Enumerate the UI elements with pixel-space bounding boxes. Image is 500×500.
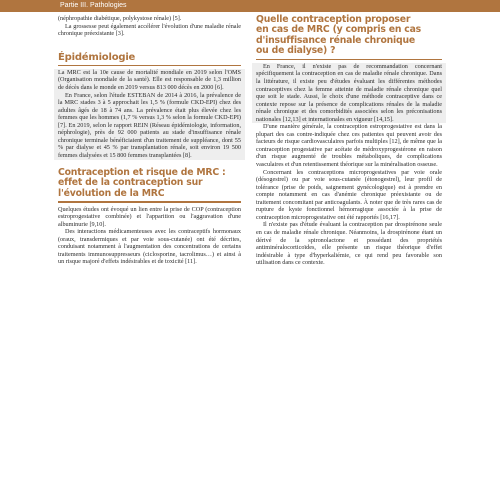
section-title-line: Contraception et risque de MRC : [58, 166, 226, 178]
right-column [256, 15, 442, 267]
quelle-paragraph-2: D'une manière générale, la contraception estroprogestative est dans la plupart des cas contre-indiquée chez ces patientes qui peuvent avoir des facteurs de risque cardiovasculaires parfois multiples [12], de même que la contraception progestative par acétate de médroxyprogestérone en raison d'un risque augmenté de troubles métaboliques, de complications vasculaires et d'un retentissement théorique sur la minéralisation osseuse. [256, 123, 442, 169]
contra-paragraph-2: Des interactions médicamenteuses avec les contraceptifs hormonaux (oraux, transdermiques et par voie sous-cutanée) ont été décrites, conduisant notamment à l'augmentation des concentrations de certains traitements immunosuppresseurs (ciclosporine, tacrolimus…) et ainsi à un risque majoré d'effets indésirables et de toxicité [11]. [58, 228, 241, 266]
intro-paragraph-2: La grossesse peut également accélérer l'évolution d'une maladie rénale chronique préexistante [3]. [58, 22, 241, 38]
section-rule [58, 201, 241, 202]
section-title-line: effet de la contraception sur [58, 177, 203, 189]
section-title-line: d'insuffisance rénale chronique [256, 34, 416, 46]
quelle-paragraph-3: Concernant les contraceptions microprogestatives par voie orale (désogestrel) ou par voie sous-cutanée (étonogestrel), leur profil de tolérance (prise de poids, saignement gynécologique) est à prendre en compte notamment en cas d'anémie chronique préexistante ou de traitement concomitant par anticoagulants. À noter que de très rares cas de rupture de kyste fonctionnel hémorragique associée à la prise de contraception microprogestative ont été rapportés [16,17]. [256, 168, 442, 221]
running-header [0, 0, 500, 12]
epi-paragraph-2: En France, selon l'étude ESTEBAN de 2014 à 2016, la prévalence de la MRC stades 3 à 5 approchait les 1,5 % (formule CKD-EPI) chez des adultes âgés de 18 à 74 ans. La prévalence était plus élevée chez les femmes que les hommes (1,7 % versus 1,3 % selon la formule CKD-EPI) [7]. En 2019, selon le rapport REIN (Réseau épidémiologie, information, néphrologie), près de 92 000 patients au stade d'insuffisance rénale chronique terminale bénéficiaient d'un traitement de suppléance, dont 55 % par dialyse et 45 % par transplantation rénale, soit environ 19 500 femmes dialysées et 15 800 femmes transplantées [8]. [58, 91, 241, 159]
epidemiologie-box [54, 69, 245, 160]
quelle-paragraph-1: En France, il n'existe pas de recommandation concernant spécifiquement la contraception en cas de maladie rénale chronique. Dans la littérature, il existe peu d'études évaluant les différentes méthodes contraceptives chez la femme atteinte de maladie rénale chronique quel que soit le stade. Aussi, le choix d'une méthode contraceptive dans ce contexte repose sur la présence de complications rénales de la maladie rénale chronique et des comorbidités associées selon les préconisations nationales [12,13] et internationales en vigueur [14,15]. [256, 62, 442, 123]
section-title-contraception-risque [58, 168, 241, 203]
section-title-text: Épidémiologie [58, 51, 136, 63]
section-rule [58, 65, 241, 66]
quelle-paragraph-4: Il n'existe pas d'étude évaluant la contraception par drospirénone seule en cas de maladie rénale chronique. Néanmoins, la drospirénone étant un dérivé de la spironolactone et possédant des propriétés antiminéralocorticoïdes, elle présente un risque théorique d'effet indésirable à type d'hyperkaliémie, ce qui rend peu favorable son utilisation dans ce contexte. [256, 221, 442, 267]
intro-paragraph-1: (néphropathie diabétique, polykystose rénale) [5]. [58, 15, 182, 22]
section-title-quelle-contraception [256, 15, 442, 60]
section-title-line: l'évolution de la MRC [58, 187, 165, 199]
section-rule [256, 59, 442, 60]
section-title-epidemiologie [58, 52, 241, 66]
epi-paragraph-1: La MRC est la 10e cause de mortalité mondiale en 2019 selon l'OMS (Organisation mondiale de la santé). Elle est responsable de 1,3 million de décès dans le monde en 2019 versus 813 000 décès en 2000 [6]. [58, 68, 241, 92]
contra-paragraph-1: Quelques études ont évoqué un lien entre la prise de COP (contraception estroprogestative combinée) et l'apparition ou l'aggravation d'une albuminurie [9,10]. [58, 205, 241, 228]
section-title-line: en cas de MRC (y compris en cas [256, 24, 421, 36]
section-title-line: ou de dialyse) ? [256, 45, 336, 57]
section-title-line: Quelle contraception proposer [256, 14, 411, 25]
recommendation-box [252, 63, 446, 123]
running-title: Partie III. Pathologies [60, 2, 127, 9]
left-column [58, 15, 241, 266]
